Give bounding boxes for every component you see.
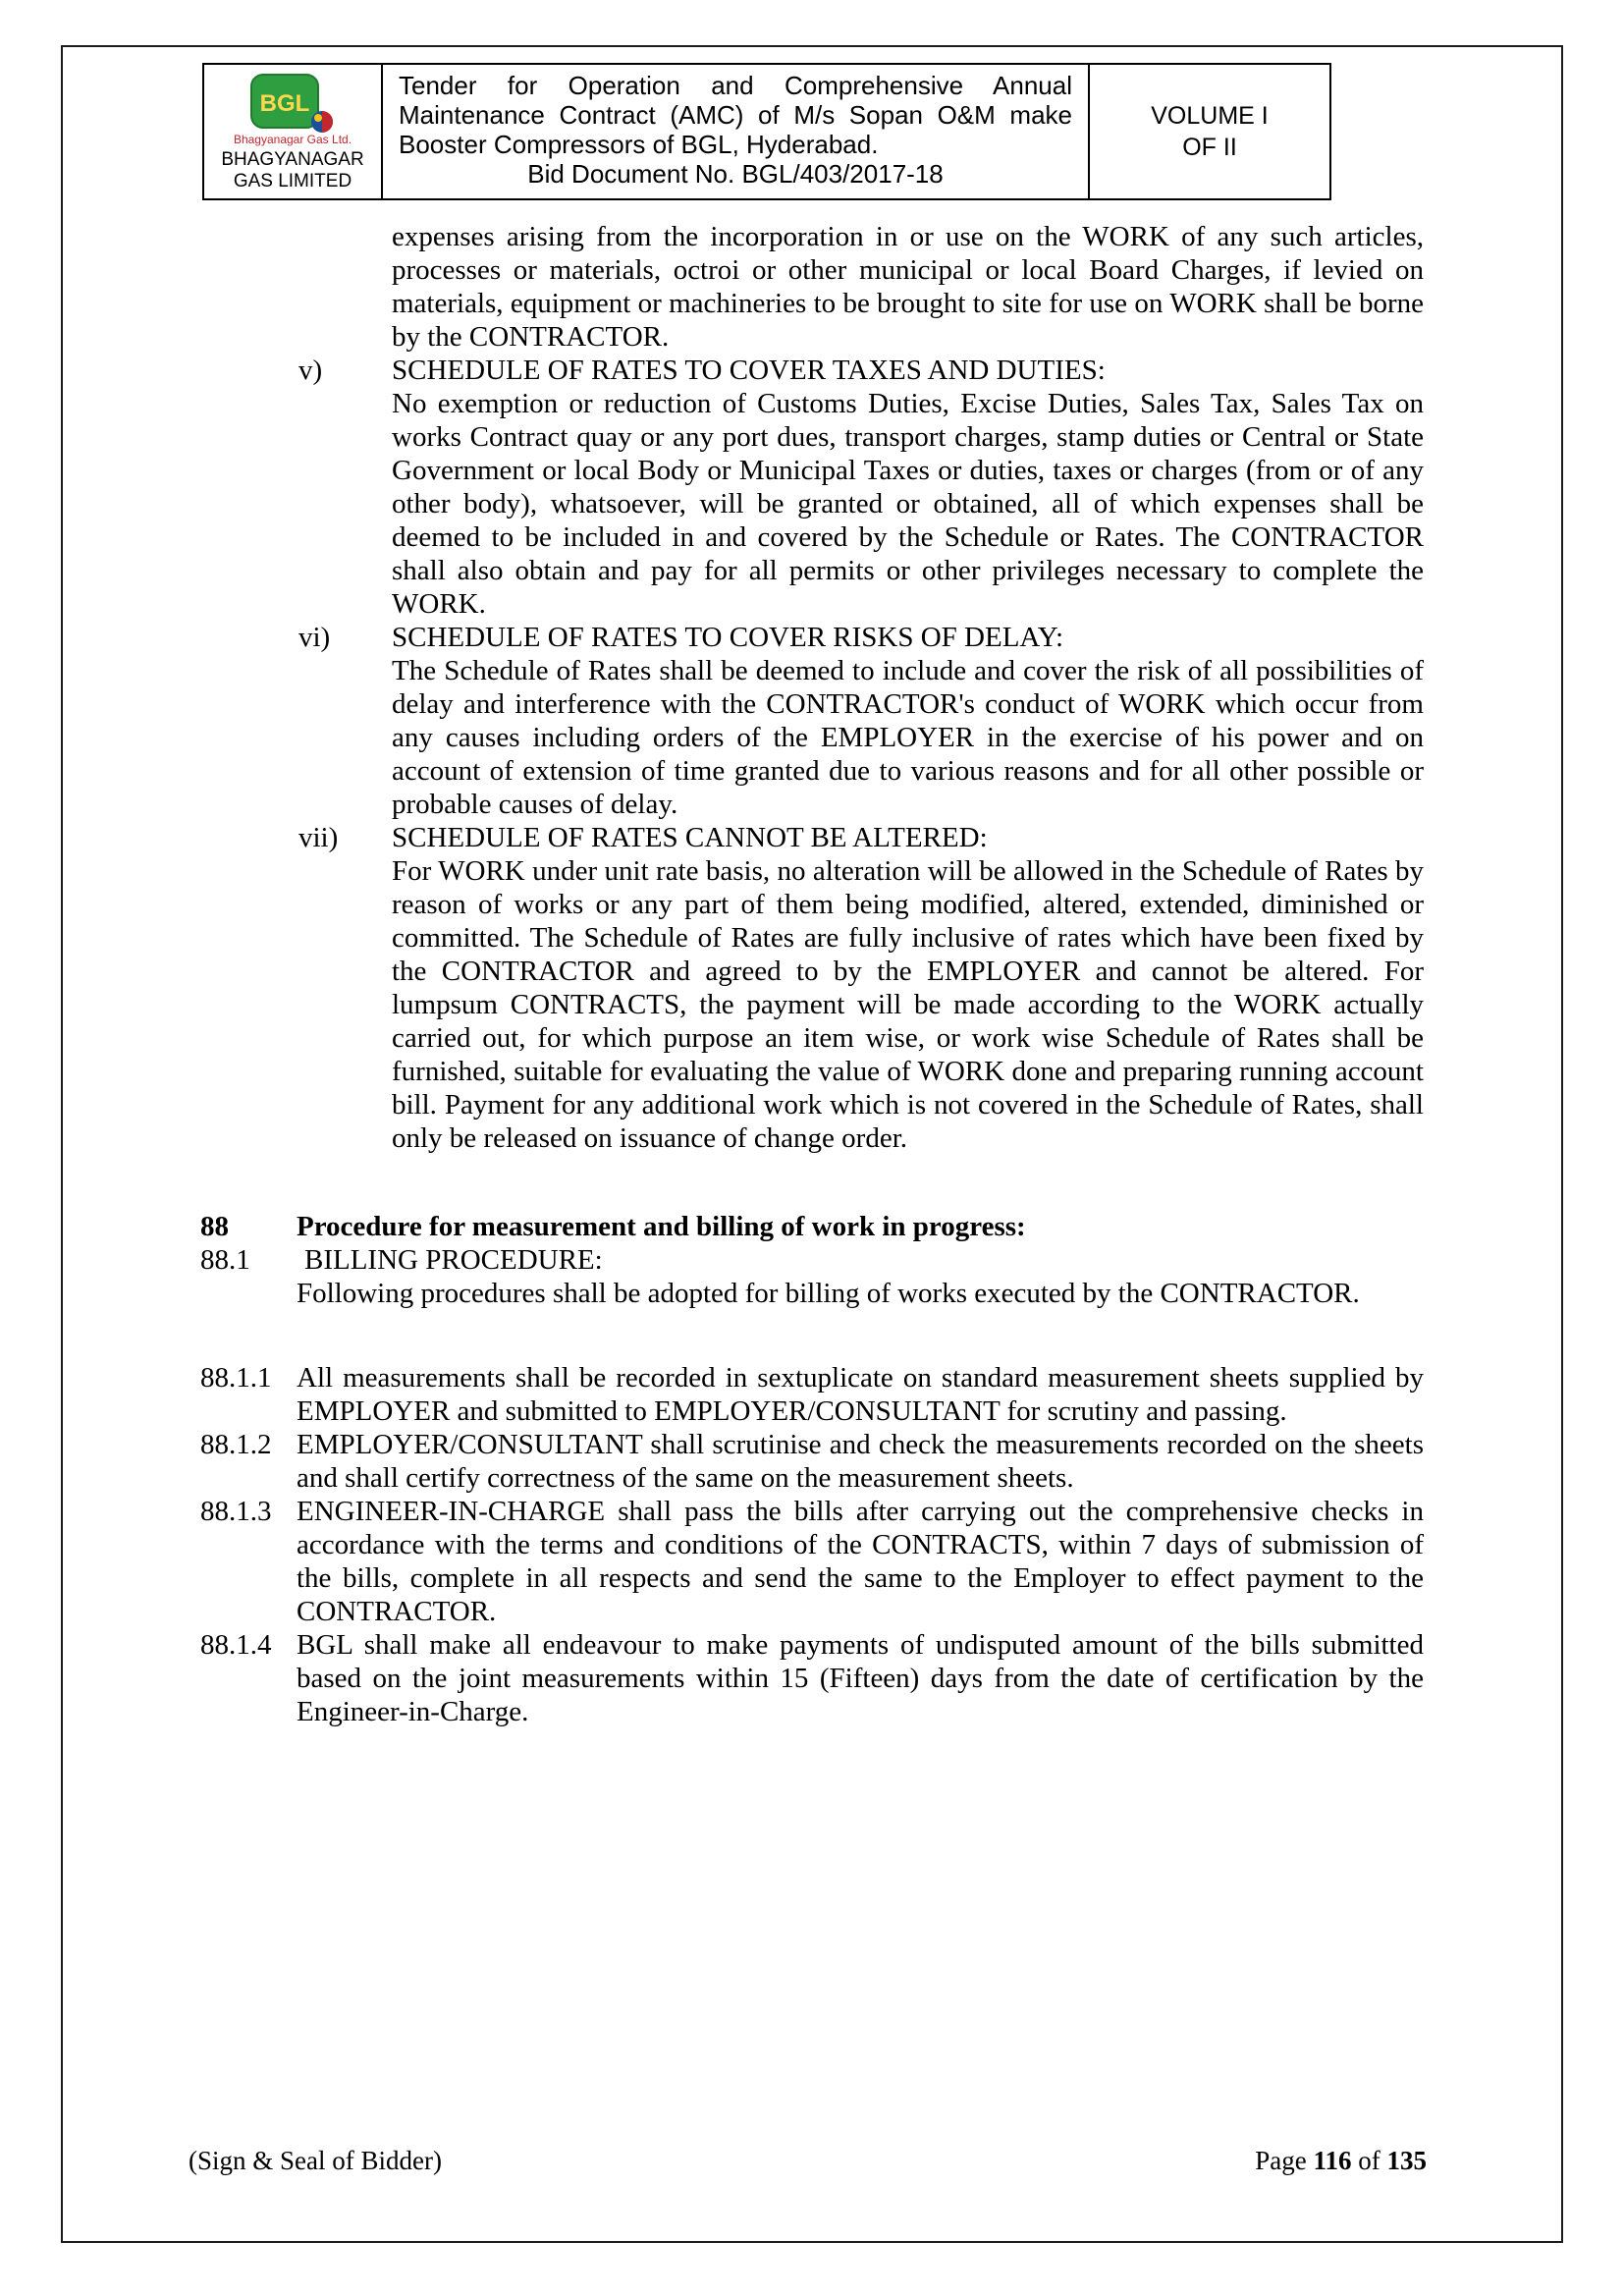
item-88-1-4 (200, 1628, 1424, 1728)
sign-seal-note: (Sign & Seal of Bidder) (189, 2146, 442, 2175)
page-border (61, 45, 1563, 2243)
clause-label: vii) (298, 822, 339, 853)
clause-vi (298, 621, 1424, 821)
subsection-number: 88.1 (200, 1244, 250, 1276)
bgl-logo-icon (247, 71, 338, 136)
company-name: BHAGYANAGAR GAS LIMITED (221, 149, 364, 191)
item-88-1-1 (200, 1361, 1424, 1428)
tender-title: Tender for Operation and Comprehensive Annual Maintenance Contract (AMC) of M/s Sopan O&M make Booster Compressors of BGL, Hyderabad. (399, 71, 1072, 159)
section-title: Procedure for measurement and billing of work in progress: (297, 1211, 1026, 1242)
item-text: EMPLOYER/CONSULTANT shall scrutinise and check the measurements recorded on the sheets and shall certify correctness of the same on the measurement sheets. (297, 1429, 1424, 1494)
paragraph-continuation: expenses arising from the incorporation in or use on the WORK of any such articles, processes or materials, octroi or other municipal or local Board Charges, if levied on materials, equipment or machineries to be brought to site for use on WORK shall be borne by the CONTRACTOR. (392, 221, 1424, 353)
section-number: 88 (200, 1211, 229, 1242)
item-text: ENGINEER-IN-CHARGE shall pass the bills after carrying out the comprehensive checks in accordance with the terms and conditions of the CONTRACTS, within 7 days of submission of the bills, complete in all respects and send the same to the Employer to effect payment to the CONTRACTOR. (297, 1496, 1424, 1627)
item-number: 88.1.1 (200, 1362, 272, 1394)
clause-v (298, 354, 1424, 621)
logo-caption: Bhagyanagar Gas Ltd. (233, 133, 352, 146)
volume-label-line2: OF II (1182, 134, 1237, 161)
clause-heading: SCHEDULE OF RATES TO COVER TAXES AND DUTIES: (392, 355, 1106, 386)
page-footer (63, 2146, 1561, 2176)
clause-heading: SCHEDULE OF RATES TO COVER RISKS OF DELAY: (392, 622, 1064, 653)
current-page: 116 (1313, 2146, 1352, 2175)
title-cell (383, 65, 1090, 198)
clause-label: vi) (298, 622, 331, 653)
item-88-1-2 (200, 1428, 1424, 1495)
item-text: All measurements shall be recorded in sextuplicate on standard measurement sheets supplied by EMPLOYER and submitted to EMPLOYER/CONSULTANT for scrutiny and passing. (297, 1362, 1424, 1427)
logo-acronym: BGL (259, 90, 310, 117)
item-number: 88.1.2 (200, 1429, 272, 1460)
bid-document-number: Bid Document No. BGL/403/2017-18 (527, 159, 944, 189)
total-pages: 135 (1386, 2146, 1427, 2175)
volume-label-line1: VOLUME I (1151, 102, 1269, 130)
clause-body: For WORK under unit rate basis, no alteration will be allowed in the Schedule of Rates by reason of works or any part of them being modified, altered, extended, diminished or committed. The Schedule of Rates are fully inclusive of rates which have been fixed by the CONTRACTOR and agreed to by the EMPLOYER and cannot be altered. For lumpsum CONTRACTS, the payment will be made according to the WORK actually carried out, for which purpose an item wise, or work wise Schedule of Rates shall be furnished, suitable for evaluating the value of WORK done and preparing running account bill. Payment for any additional work which is not covered in the Schedule of Rates, shall only be released on issuance of change order. (392, 855, 1424, 1154)
logo-cell (204, 65, 383, 198)
clause-body: No exemption or reduction of Customs Duties, Excise Duties, Sales Tax, Sales Tax on works Contract quay or any port dues, transport charges, stamp duties or Central or State Government or local Body or Municipal Taxes or duties, taxes or charges (from or of any other body), whatsoever, will be granted or obtained, all of which expenses shall be deemed to be included in and covered by the Schedule or Rates. The CONTRACTOR shall also obtain and pay for all permits or other privileges necessary to complete the WORK. (392, 388, 1424, 620)
section-88-heading (200, 1210, 1424, 1243)
subsection-88-1 (200, 1243, 1424, 1310)
item-number: 88.1.3 (200, 1496, 272, 1527)
logo-ball-icon (311, 111, 333, 133)
document-content (63, 200, 1561, 1728)
clause-vii (298, 821, 1424, 1155)
item-text: BGL shall make all endeavour to make payments of undisputed amount of the bills submitted based on the joint measurements within 15 (Fifteen) days from the date of certification by the Engineer-in-Charge. (297, 1629, 1424, 1727)
clause-heading: SCHEDULE OF RATES CANNOT BE ALTERED: (392, 822, 988, 853)
clause-body: The Schedule of Rates shall be deemed to include and cover the risk of all possibilities of delay and interference with the CONTRACTOR's conduct of WORK which occur from any causes including orders of the EMPLOYER in the exercise of his power and on account of extension of time granted due to various reasons and for all other possible or probable causes of delay. (392, 655, 1424, 820)
page-number-indicator (1255, 2146, 1427, 2176)
page-label: Page (1255, 2146, 1307, 2175)
of-label: of (1358, 2146, 1380, 2175)
clause-label: v) (298, 355, 323, 386)
header-table (202, 63, 1331, 200)
subsection-body: Following procedures shall be adopted for billing of works executed by the CONTRACTOR. (297, 1278, 1360, 1309)
numbered-items (200, 1361, 1424, 1728)
volume-cell (1090, 65, 1329, 198)
subsection-heading: BILLING PROCEDURE: (304, 1244, 603, 1276)
item-88-1-3 (200, 1495, 1424, 1628)
item-number: 88.1.4 (200, 1629, 272, 1661)
